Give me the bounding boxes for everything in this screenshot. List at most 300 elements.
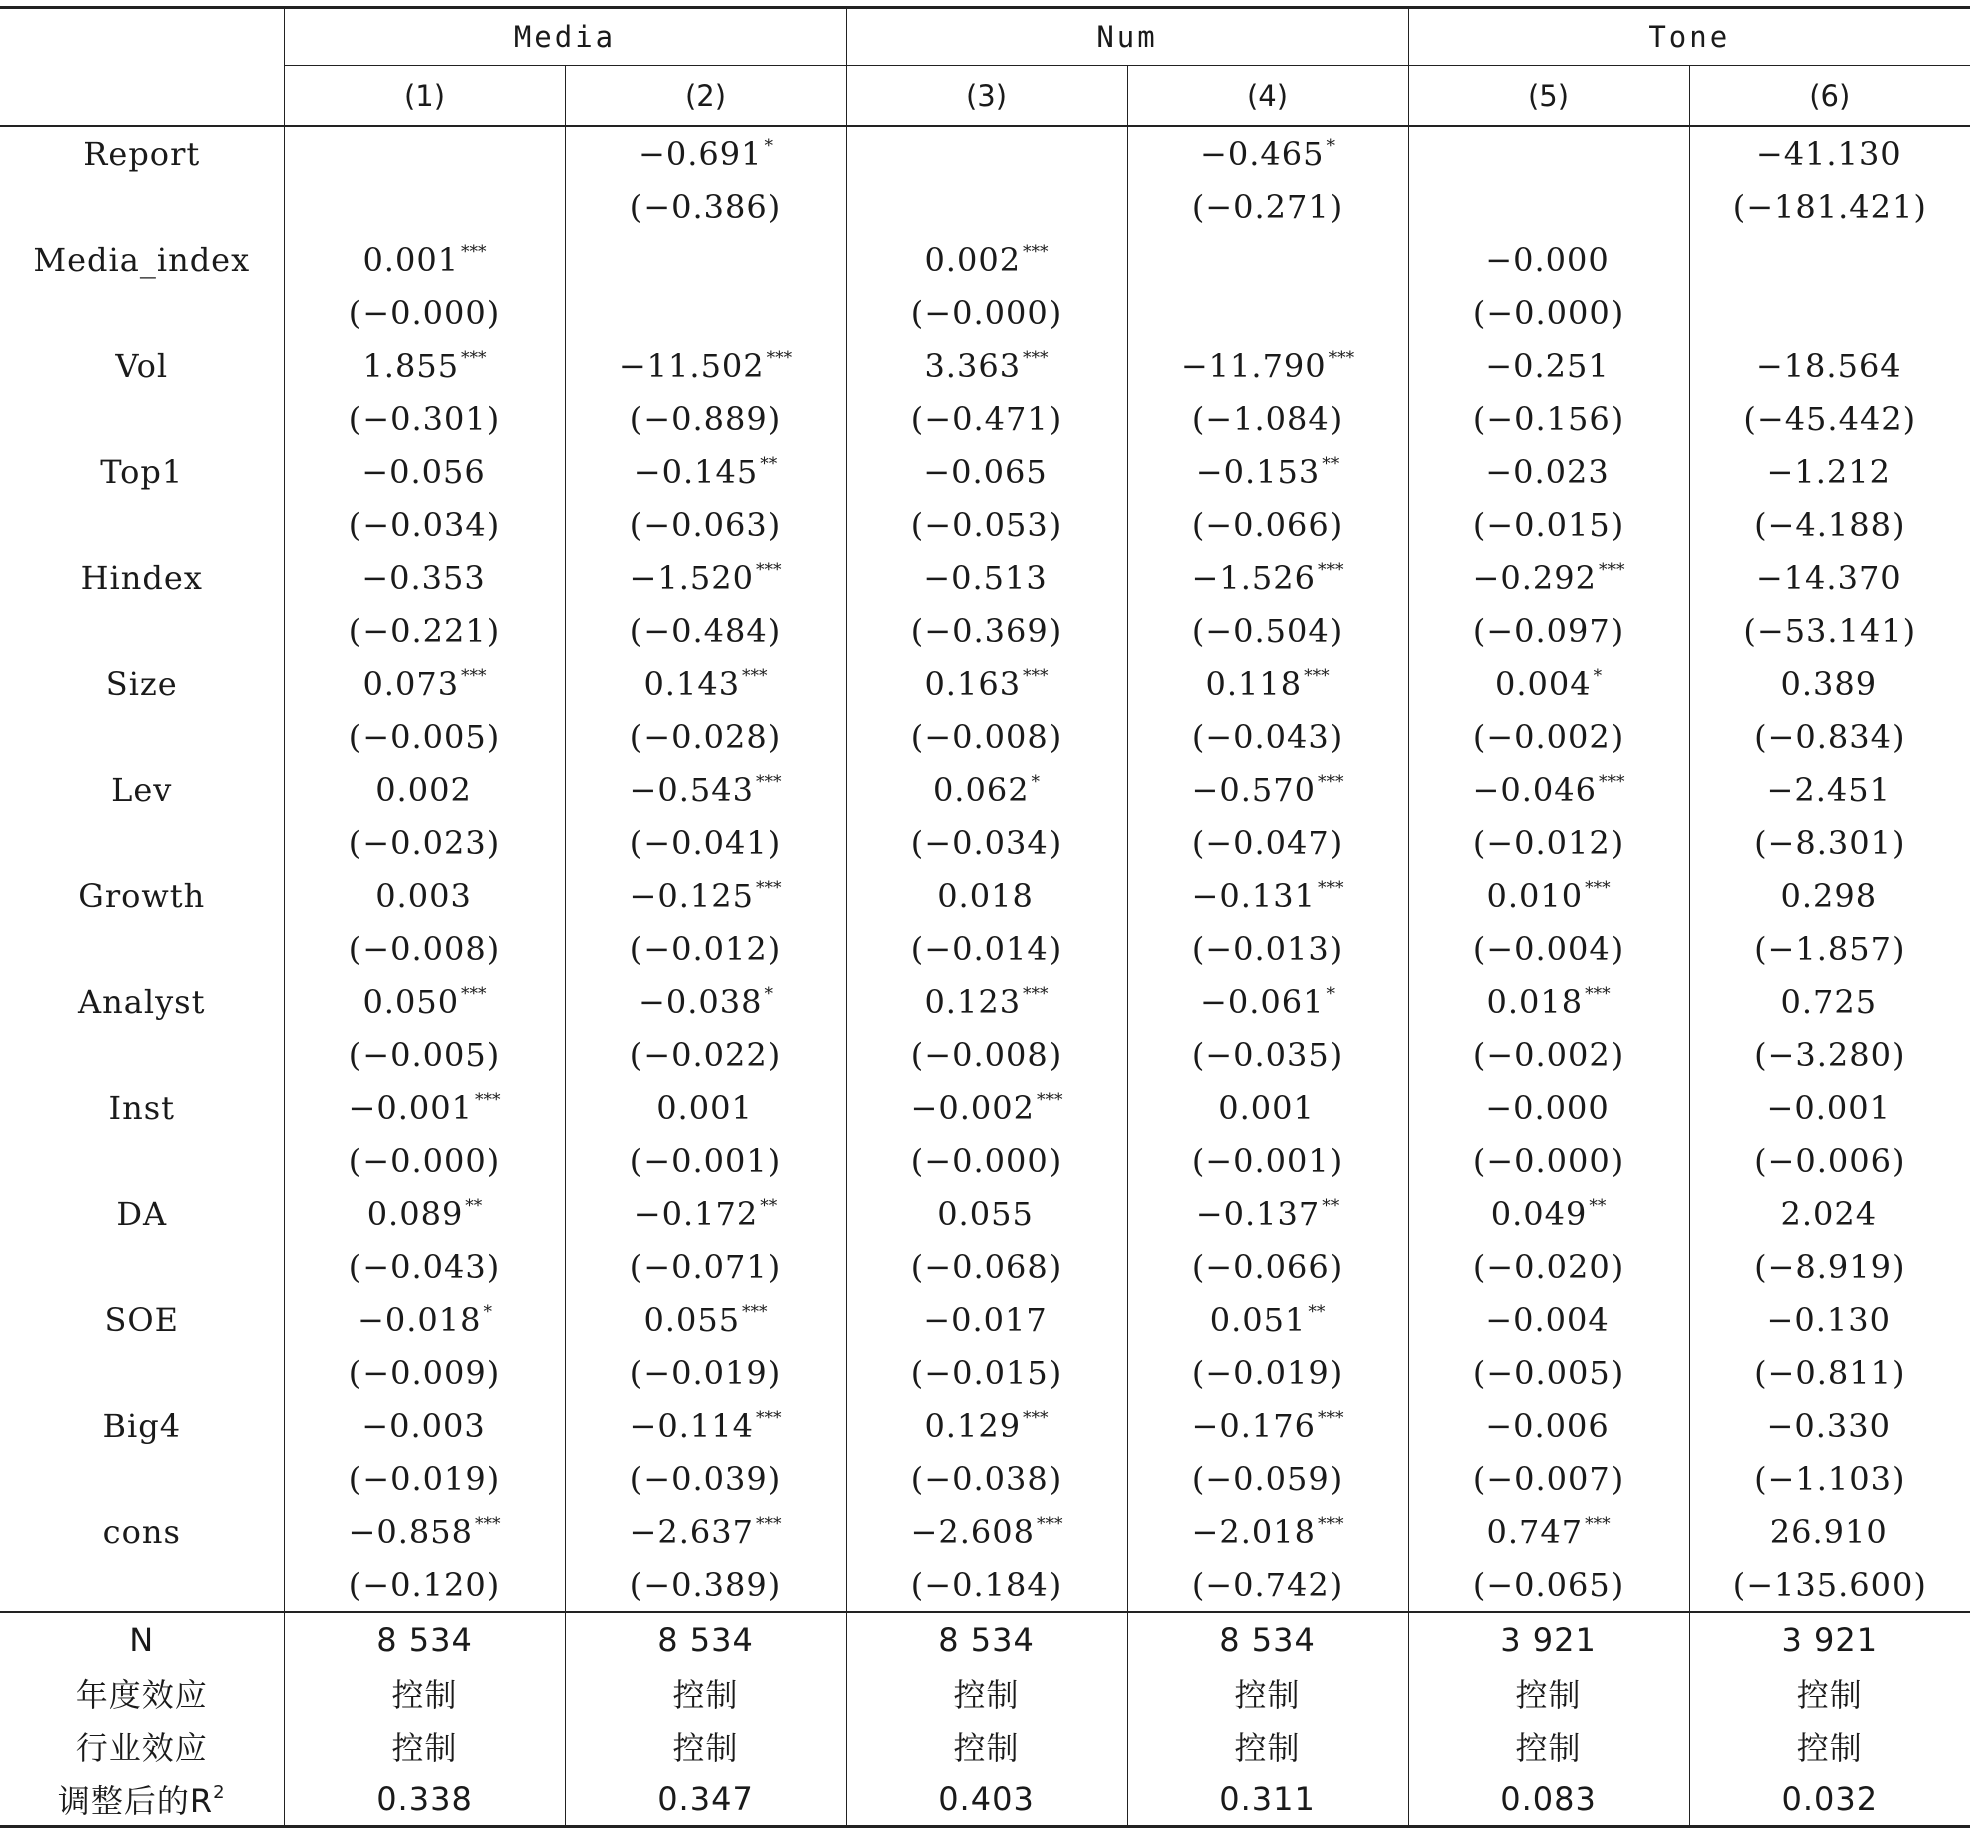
se-row	[0, 286, 1970, 339]
coef-cell	[1408, 657, 1689, 710]
se-cell: (−0.068)	[846, 1240, 1127, 1293]
significance-stars: **	[465, 1195, 483, 1216]
coef-cell	[1408, 126, 1689, 180]
column-header-3: (3)	[846, 66, 1127, 127]
variable-label: Vol	[115, 347, 169, 385]
coef-cell	[1408, 869, 1689, 922]
significance-stars: ***	[1317, 559, 1344, 580]
significance-stars: *	[483, 1301, 492, 1322]
coef-cell	[565, 1505, 846, 1558]
coef-value: 0.051	[1209, 1300, 1307, 1339]
se-cell: (−0.053)	[846, 498, 1127, 551]
stat-cell: 0.083	[1408, 1772, 1689, 1827]
significance-stars: ***	[766, 347, 793, 368]
coef-value: −2.018	[1191, 1512, 1316, 1551]
coef-cell	[565, 126, 846, 180]
significance-stars: ***	[1023, 347, 1049, 368]
coef-value: −2.451	[1766, 770, 1891, 809]
coef-value: −0.114	[629, 1406, 754, 1445]
variable-label: cons	[102, 1513, 181, 1551]
se-cell: (−0.156)	[1408, 392, 1689, 445]
stat-label	[0, 1719, 284, 1772]
significance-stars: *	[764, 135, 773, 156]
se-cell: (−0.012)	[565, 922, 846, 975]
coef-value: 0.001	[656, 1088, 753, 1127]
coef-cell	[1408, 445, 1689, 498]
coef-value: −11.790	[1180, 346, 1327, 385]
stat-cell: 8 534	[846, 1612, 1127, 1666]
se-cell: (−0.002)	[1408, 1028, 1689, 1081]
coef-value: 0.018	[1486, 982, 1584, 1021]
coef-cell	[1127, 657, 1408, 710]
significance-stars: *	[1593, 665, 1603, 686]
se-cell: (−0.007)	[1408, 1452, 1689, 1505]
coef-value: 0.389	[1780, 664, 1878, 703]
coef-cell	[284, 126, 565, 180]
significance-stars: ***	[461, 983, 487, 1004]
variable-label: Size	[105, 665, 178, 703]
significance-stars: ***	[755, 559, 782, 580]
significance-stars: ***	[1585, 983, 1611, 1004]
se-cell: (−0.041)	[565, 816, 846, 869]
header-corner	[0, 8, 284, 66]
stat-cell: 控制	[1689, 1719, 1970, 1772]
se-cell: (−0.000)	[284, 1134, 565, 1187]
stat-cell: 3 921	[1408, 1612, 1689, 1666]
coef-value: 0.118	[1205, 664, 1303, 703]
stat-cell: 0.032	[1689, 1772, 1970, 1827]
stat-cell: 控制	[1127, 1719, 1408, 1772]
column-header-5: (5)	[1408, 66, 1689, 127]
significance-stars: *	[1326, 135, 1335, 156]
se-cell: (−0.504)	[1127, 604, 1408, 657]
se-row	[0, 180, 1970, 233]
stat-label-text: 年度效应	[75, 1675, 208, 1714]
coef-cell	[1127, 233, 1408, 286]
coef-value: −0.046	[1472, 770, 1597, 809]
se-cell: (−0.008)	[284, 922, 565, 975]
coef-value: −1.526	[1191, 558, 1316, 597]
coef-cell	[565, 551, 846, 604]
coef-row	[0, 126, 1970, 180]
coef-cell	[284, 1293, 565, 1346]
significance-stars: *	[1031, 771, 1041, 792]
coef-cell	[1127, 1505, 1408, 1558]
stat-row	[0, 1612, 1970, 1666]
stat-row	[0, 1666, 1970, 1719]
coef-cell	[565, 975, 846, 1028]
coef-value: 0.055	[937, 1194, 1034, 1233]
stat-cell: 控制	[284, 1666, 565, 1719]
se-cell: (−0.038)	[846, 1452, 1127, 1505]
se-cell	[1408, 180, 1689, 233]
coef-cell	[846, 975, 1127, 1028]
stat-cell: 0.338	[284, 1772, 565, 1827]
se-row	[0, 1452, 1970, 1505]
significance-stars: ***	[1317, 771, 1344, 792]
coef-cell	[1127, 1399, 1408, 1452]
se-cell	[846, 180, 1127, 233]
se-cell: (−0.000)	[284, 286, 565, 339]
coef-value: 0.725	[1780, 982, 1878, 1021]
se-cell: (−0.008)	[846, 1028, 1127, 1081]
variable-label: DA	[116, 1195, 168, 1233]
variable-label: Analyst	[78, 983, 206, 1021]
variable-label: Report	[0, 126, 284, 233]
coef-cell	[1127, 1187, 1408, 1240]
coef-value: −0.172	[633, 1194, 759, 1233]
significance-stars: ***	[755, 877, 782, 898]
significance-stars: *	[764, 983, 773, 1004]
se-cell: (−0.012)	[1408, 816, 1689, 869]
coef-cell	[846, 1081, 1127, 1134]
se-cell: (−0.271)	[1127, 180, 1408, 233]
significance-stars: ***	[755, 771, 782, 792]
se-cell: (−0.811)	[1689, 1346, 1970, 1399]
coef-cell	[1408, 233, 1689, 286]
stat-cell: 3 921	[1689, 1612, 1970, 1666]
coef-cell	[565, 1081, 846, 1134]
coef-value: 0.018	[937, 876, 1034, 915]
significance-stars: **	[760, 453, 778, 474]
se-cell: (−0.184)	[846, 1558, 1127, 1612]
significance-stars: ***	[1598, 559, 1625, 580]
coef-value: −0.038	[638, 982, 763, 1021]
coef-value: −0.131	[1191, 876, 1316, 915]
se-cell: (−0.015)	[846, 1346, 1127, 1399]
coef-value: −14.370	[1755, 558, 1902, 597]
stat-label-text: 调整后的R	[57, 1781, 214, 1820]
stat-cell: 控制	[846, 1666, 1127, 1719]
coef-value: 0.123	[924, 982, 1022, 1021]
coef-value: −1.212	[1766, 452, 1891, 491]
coef-cell	[565, 657, 846, 710]
coef-cell	[1408, 1505, 1689, 1558]
se-cell: (−0.005)	[284, 710, 565, 763]
coef-cell	[1689, 975, 1970, 1028]
coef-value: −0.292	[1472, 558, 1597, 597]
coef-value: −0.137	[1195, 1194, 1321, 1233]
coef-row	[0, 1399, 1970, 1452]
coef-cell	[1689, 551, 1970, 604]
stat-label-superscript: 2	[213, 1781, 226, 1803]
coef-cell	[1127, 1081, 1408, 1134]
coef-value: −0.130	[1766, 1300, 1891, 1339]
significance-stars: **	[1308, 1301, 1326, 1322]
significance-stars: ***	[1036, 1089, 1063, 1110]
coef-value: −0.465	[1200, 134, 1325, 173]
stat-cell: 0.311	[1127, 1772, 1408, 1827]
coef-cell	[284, 551, 565, 604]
se-cell	[284, 180, 565, 233]
stat-label	[0, 1612, 284, 1666]
coef-value: −2.608	[910, 1512, 1035, 1551]
coef-cell	[846, 1293, 1127, 1346]
se-cell	[1689, 286, 1970, 339]
coef-cell	[1689, 763, 1970, 816]
se-cell: (−0.000)	[846, 1134, 1127, 1187]
coef-cell	[284, 1081, 565, 1134]
stat-cell: 控制	[1127, 1666, 1408, 1719]
significance-stars: ***	[742, 665, 768, 686]
coef-value: 0.004	[1494, 664, 1592, 703]
coef-cell	[1689, 1081, 1970, 1134]
coef-row	[0, 657, 1970, 710]
coef-value: −0.023	[1485, 452, 1610, 491]
coef-cell	[1408, 1293, 1689, 1346]
se-row	[0, 1028, 1970, 1081]
coef-cell	[284, 233, 565, 286]
coef-cell	[565, 1399, 846, 1452]
se-cell	[1127, 286, 1408, 339]
coef-cell	[1127, 1293, 1408, 1346]
coef-cell	[565, 445, 846, 498]
coef-cell	[284, 869, 565, 922]
stat-cell: 8 534	[284, 1612, 565, 1666]
coef-value: −1.520	[629, 558, 754, 597]
column-header-4: (4)	[1127, 66, 1408, 127]
significance-stars: *	[1326, 983, 1335, 1004]
significance-stars: ***	[755, 1407, 782, 1428]
coef-cell	[1408, 763, 1689, 816]
se-cell: (−4.188)	[1689, 498, 1970, 551]
se-cell: (−0.005)	[284, 1028, 565, 1081]
coef-cell	[284, 1505, 565, 1558]
coef-cell	[846, 233, 1127, 286]
coef-cell	[846, 1187, 1127, 1240]
coef-value: 0.003	[375, 876, 472, 915]
significance-stars: **	[1322, 1195, 1340, 1216]
coef-cell	[284, 339, 565, 392]
coef-value: −0.543	[629, 770, 754, 809]
coef-cell	[1689, 126, 1970, 180]
coef-value: −0.065	[923, 452, 1048, 491]
significance-stars: ***	[1585, 1513, 1611, 1534]
coef-row	[0, 233, 1970, 286]
coef-value: −0.570	[1191, 770, 1316, 809]
coef-cell	[284, 1399, 565, 1452]
coef-cell	[1689, 657, 1970, 710]
se-cell: (−1.857)	[1689, 922, 1970, 975]
se-row	[0, 604, 1970, 657]
coef-cell	[846, 1505, 1127, 1558]
coef-cell	[1127, 551, 1408, 604]
coef-cell	[1408, 1081, 1689, 1134]
coef-value: 26.910	[1769, 1512, 1888, 1551]
coef-cell	[565, 233, 846, 286]
stat-row	[0, 1719, 1970, 1772]
se-cell: (−0.006)	[1689, 1134, 1970, 1187]
significance-stars: ***	[1317, 877, 1344, 898]
se-cell: (−45.442)	[1689, 392, 1970, 445]
coef-cell	[846, 1399, 1127, 1452]
se-cell: (−0.014)	[846, 922, 1127, 975]
coef-cell	[846, 551, 1127, 604]
variable-label: Growth	[78, 877, 206, 915]
se-cell: (−0.023)	[284, 816, 565, 869]
se-cell: (−0.834)	[1689, 710, 1970, 763]
significance-stars: **	[760, 1195, 778, 1216]
coef-value: −0.176	[1191, 1406, 1316, 1445]
significance-stars: ***	[1585, 877, 1611, 898]
coef-cell	[284, 657, 565, 710]
se-cell: (−8.919)	[1689, 1240, 1970, 1293]
se-cell: (−0.001)	[565, 1134, 846, 1187]
se-cell: (−1.103)	[1689, 1452, 1970, 1505]
se-row	[0, 1346, 1970, 1399]
se-cell: (−0.742)	[1127, 1558, 1408, 1612]
coef-cell	[1408, 339, 1689, 392]
coef-row	[0, 1293, 1970, 1346]
variable-label: Media_index	[33, 241, 251, 279]
stat-cell: 控制	[1689, 1666, 1970, 1719]
se-cell: (−3.280)	[1689, 1028, 1970, 1081]
significance-stars: **	[1322, 453, 1340, 474]
se-row	[0, 1558, 1970, 1612]
se-cell: (−0.034)	[846, 816, 1127, 869]
significance-stars: ***	[461, 347, 487, 368]
coef-cell	[565, 1293, 846, 1346]
coef-value: −18.564	[1755, 346, 1902, 385]
table-body	[0, 126, 1970, 1827]
se-cell: (−0.063)	[565, 498, 846, 551]
coef-value: −0.003	[361, 1406, 486, 1445]
stat-label	[0, 1666, 284, 1719]
coef-cell	[1127, 763, 1408, 816]
coef-cell	[1127, 975, 1408, 1028]
se-row	[0, 816, 1970, 869]
coef-value: −0.001	[1766, 1088, 1891, 1127]
coef-value: 0.062	[932, 770, 1030, 809]
group-header-num: Num	[846, 8, 1408, 66]
coef-value: 1.855	[362, 346, 460, 385]
se-cell: (−0.065)	[1408, 1558, 1689, 1612]
coef-cell	[1689, 445, 1970, 498]
coef-value: 0.055	[643, 1300, 741, 1339]
significance-stars: ***	[1023, 665, 1049, 686]
coef-cell	[1408, 551, 1689, 604]
significance-stars: ***	[1328, 347, 1355, 368]
coef-row	[0, 975, 1970, 1028]
se-cell: (−0.000)	[846, 286, 1127, 339]
se-cell: (−0.022)	[565, 1028, 846, 1081]
regression-table	[0, 6, 1970, 1828]
se-cell: (−0.369)	[846, 604, 1127, 657]
variable-label: Lev	[111, 771, 173, 809]
se-cell: (−53.141)	[1689, 604, 1970, 657]
coef-row	[0, 1081, 1970, 1134]
se-cell: (−135.600)	[1689, 1558, 1970, 1612]
stat-cell: 控制	[1408, 1666, 1689, 1719]
stat-label-text: N	[129, 1620, 155, 1659]
stat-cell: 8 534	[565, 1612, 846, 1666]
coef-cell	[1408, 975, 1689, 1028]
coef-value: −41.130	[1755, 134, 1902, 173]
significance-stars: ***	[1317, 1513, 1344, 1534]
se-cell: (−0.389)	[565, 1558, 846, 1612]
coef-value: 0.002	[375, 770, 472, 809]
coef-value: 0.143	[643, 664, 741, 703]
coef-value: 0.001	[362, 240, 460, 279]
se-cell: (−0.019)	[1127, 1346, 1408, 1399]
stat-cell: 控制	[284, 1719, 565, 1772]
coef-cell	[284, 975, 565, 1028]
se-cell: (−0.066)	[1127, 1240, 1408, 1293]
coef-row	[0, 1187, 1970, 1240]
stat-label	[0, 1772, 284, 1827]
coef-value: −0.000	[1485, 1088, 1610, 1127]
se-row	[0, 1134, 1970, 1187]
se-cell: (−0.013)	[1127, 922, 1408, 975]
coef-value: −0.145	[633, 452, 759, 491]
se-cell: (−0.028)	[565, 710, 846, 763]
coef-value: 0.002	[924, 240, 1022, 279]
se-row	[0, 392, 1970, 445]
coef-row	[0, 763, 1970, 816]
coef-value: −0.691	[638, 134, 763, 173]
significance-stars: ***	[1023, 983, 1049, 1004]
coef-value: −0.006	[1485, 1406, 1610, 1445]
stat-label-text: 行业效应	[75, 1728, 208, 1767]
column-header-2: (2)	[565, 66, 846, 127]
coef-value: 0.129	[924, 1406, 1022, 1445]
coef-value: 0.049	[1490, 1194, 1588, 1233]
column-header-row	[0, 66, 1970, 127]
coef-value: 0.163	[924, 664, 1022, 703]
se-cell: (−0.005)	[1408, 1346, 1689, 1399]
coef-value: 0.050	[362, 982, 460, 1021]
se-cell: (−0.004)	[1408, 922, 1689, 975]
stat-cell: 控制	[565, 1719, 846, 1772]
coef-row	[0, 551, 1970, 604]
se-cell: (−0.019)	[284, 1452, 565, 1505]
se-cell: (−0.221)	[284, 604, 565, 657]
group-header-row	[0, 8, 1970, 66]
coef-value: −0.858	[348, 1512, 473, 1551]
se-cell: (−0.047)	[1127, 816, 1408, 869]
coef-value: −0.002	[910, 1088, 1035, 1127]
column-header-1: (1)	[284, 66, 565, 127]
significance-stars: ***	[1023, 241, 1049, 262]
coef-value: −0.353	[361, 558, 486, 597]
coef-value: 2.024	[1780, 1194, 1878, 1233]
coef-cell	[565, 1187, 846, 1240]
coef-cell	[846, 657, 1127, 710]
coef-cell	[846, 339, 1127, 392]
coef-value: −0.056	[361, 452, 486, 491]
se-cell: (−0.471)	[846, 392, 1127, 445]
variable-label: Inst	[108, 1089, 176, 1127]
significance-stars: ***	[474, 1089, 501, 1110]
se-cell: (−0.019)	[565, 1346, 846, 1399]
stat-row	[0, 1772, 1970, 1827]
stat-cell: 0.403	[846, 1772, 1127, 1827]
coef-value: 0.089	[366, 1194, 464, 1233]
coef-cell	[1127, 126, 1408, 180]
se-cell: (−0.066)	[1127, 498, 1408, 551]
se-row	[0, 1240, 1970, 1293]
variable-label: SOE	[104, 1301, 179, 1339]
coef-cell	[565, 869, 846, 922]
group-header-media: Media	[284, 8, 846, 66]
stat-cell: 控制	[565, 1666, 846, 1719]
se-cell: (−0.386)	[565, 180, 846, 233]
se-row	[0, 498, 1970, 551]
coef-value: 0.298	[1780, 876, 1878, 915]
se-cell: (−0.039)	[565, 1452, 846, 1505]
significance-stars: **	[1589, 1195, 1607, 1216]
variable-label: Top1	[100, 453, 184, 491]
